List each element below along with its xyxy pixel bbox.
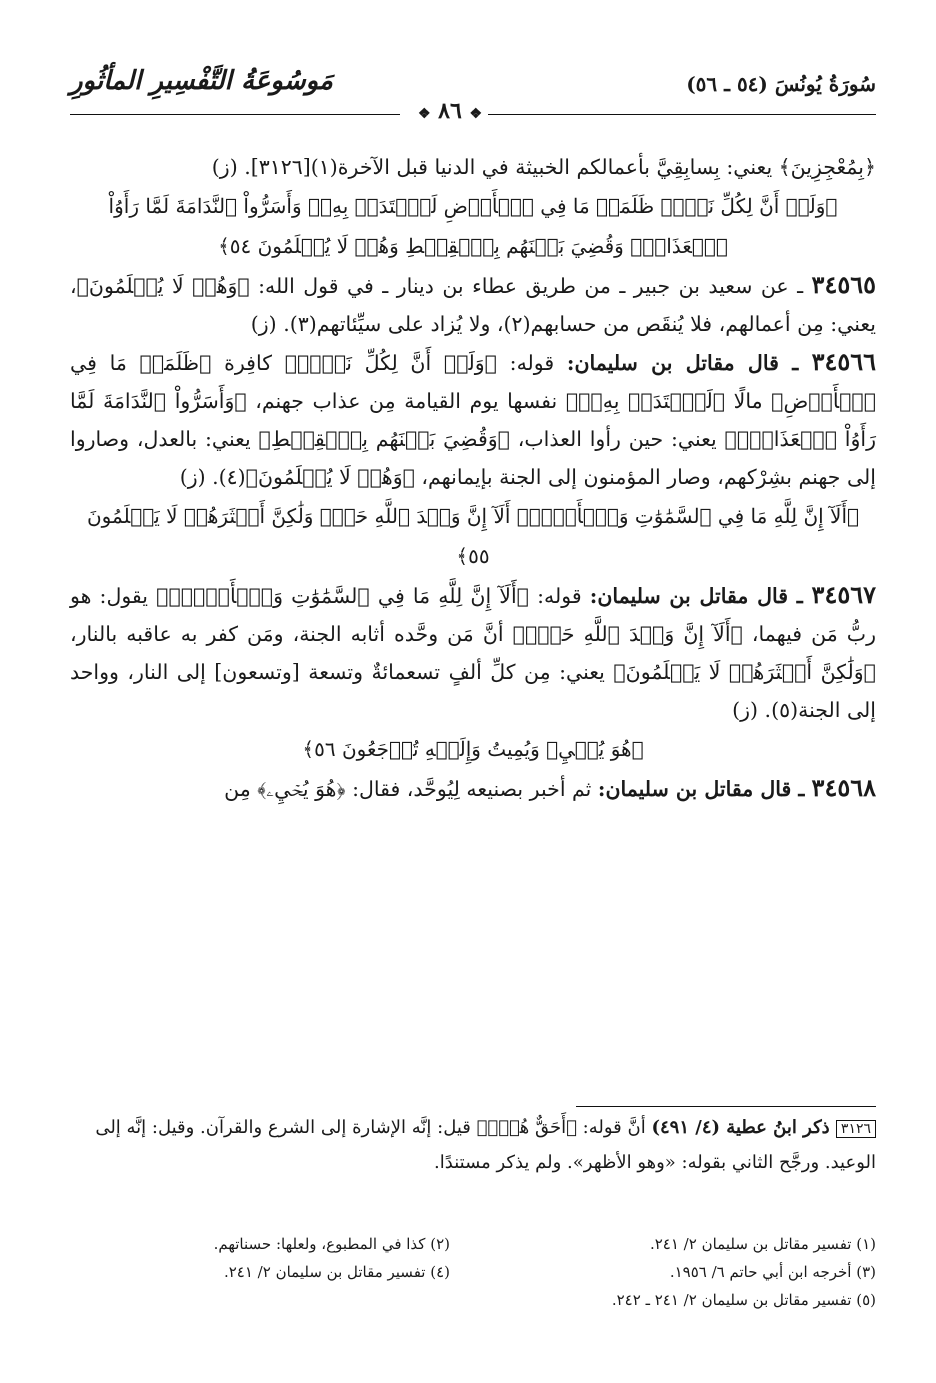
page-number-block xyxy=(415,98,485,124)
narrator-name: ـ قال مقاتل بن سليمان: xyxy=(566,351,812,375)
intro-paragraph: ﴿بِمُعْجِزِينَ﴾ يعني: بِسابِقِيَّ بأعمالكم الخبيثة في الدنيا قبل الآخرة(١)[٣١٢٦]. (ز) xyxy=(211,155,876,179)
book-title: مَوسُوعَةُ التَّفْسِيرِ المأثُورِ xyxy=(70,66,333,96)
narration-text: قوله: ﴿وَلَوۡ أَنَّ لِكُلِّ نَفۡسٖ﴾ كافِرة ﴿ظَلَمَتۡ مَا فِي ٱلۡأَرۡضِ﴾ مالًا ﴿لَٱفۡتَدَتۡ بِهِۦۗ﴾ نفسها يوم القيامة مِن عذاب جهنم، ﴿وَأَسَرُّواْ ٱلنَّدَامَةَ لَمَّا رَأَوُاْ ٱلۡعَذَابَۖ﴾ يعني: حين رأوا العذاب، ﴿وَقُضِيَ بَيۡنَهُم بِٱلۡقِسۡطِ﴾ يعني: بالعدل، وصاروا إلى جهنم بشِرْكهم، وصار المؤمنون إلى الجنة بإيمانهم، ﴿وَهُمۡ لَا يُظۡلَمُونَ﴾(٤). (ز) xyxy=(70,351,876,489)
narration-number: ٣٤٥٦٥ xyxy=(811,270,876,299)
header-rule xyxy=(70,98,876,124)
page xyxy=(70,58,877,1309)
rule-right xyxy=(488,114,876,115)
note-number-box: ٣١٢٦ xyxy=(836,1120,876,1138)
note-separator xyxy=(576,1106,876,1107)
narration-34566 xyxy=(70,343,876,496)
note-text: أنَّ قوله: ﴿أَحَقٌّ هُوَۖ﴾ قيل: إنَّه الإشارة إلى الشرع والقرآن. وقيل: إنَّه إلى الوعيد. ورجَّح الثاني بقوله: «وهو الأظهر». ولم يذكر مستندًا. xyxy=(95,1117,876,1173)
narration-text: ـ عن سعيد بن جبير ـ من طريق عطاء بن دينار ـ في قول الله: ﴿وَهُمۡ لَا يُظۡلَمُونَ﴾، يعني: مِن أعمالهم، فلا يُنقَص من حسابهم(٢)، ولا يُزاد على سيِّئاتهم(٣). (ز) xyxy=(70,274,876,336)
running-header xyxy=(70,58,876,124)
footnotes-right-column xyxy=(496,1230,876,1314)
footnote-4: (٤) تفسير مقاتل بن سليمان ٢/ ٢٤١. xyxy=(223,1263,450,1281)
narration-34568 xyxy=(70,769,876,808)
narrator-name: ـ قال مقاتل بن سليمان: xyxy=(589,584,812,608)
narration-number: ٣٤٥٦٦ xyxy=(811,347,877,376)
narration-34567 xyxy=(70,576,876,729)
footnote-5: (٥) تفسير مقاتل بن سليمان ٢/ ٢٤١ ـ ٢٤٢. xyxy=(611,1291,876,1309)
narrator-name: ـ قال مقاتل بن سليمان: xyxy=(597,777,812,801)
ornament-icon: ❖ xyxy=(469,106,483,122)
narration-number: ٣٤٥٦٨ xyxy=(811,773,876,802)
footnote-2: (٢) كذا في المطبوع، ولعلها: حسناتهم. xyxy=(213,1235,450,1253)
main-text xyxy=(70,148,876,808)
surah-title: سُورَةُ يُونُسَ (٥٤ ـ ٥٦) xyxy=(686,72,876,96)
rule-left xyxy=(70,114,400,115)
note-paragraph xyxy=(70,1111,876,1179)
commentary-note xyxy=(70,1106,876,1179)
note-author: ذكر ابنُ عطية (٤/ ٤٩١) xyxy=(651,1117,836,1138)
verse-55: ﴿أَلَآ إِنَّ لِلَّهِ مَا فِي ٱلسَّمَٰوَٰتِ وَٱلۡأَرۡضِۗ أَلَآ إِنَّ وَعۡدَ ٱللَّهِ حَقّٞ وَلَٰكِنَّ أَكۡثَرَهُمۡ لَا يَعۡلَمُونَ ٥٥﴾ xyxy=(86,504,860,568)
verse-54: ﴿وَلَوۡ أَنَّ لِكُلِّ نَفۡسٖ ظَلَمَتۡ مَا فِي ٱلۡأَرۡضِ لَٱفۡتَدَتۡ بِهِۦۗ وَأَسَرُّواْ ٱلنَّدَامَةَ لَمَّا رَأَوُاْ ٱلۡعَذَابَۖ وَقُضِيَ بَيۡنَهُم بِٱلۡقِسۡطِ وَهُمۡ لَا يُظۡلَمُونَ ٥٤﴾ xyxy=(108,194,838,258)
footnote-3: (٣) أخرجه ابن أبي حاتم ٦/ ١٩٥٦. xyxy=(669,1263,876,1281)
narration-34565 xyxy=(70,266,876,343)
ornament-icon: ❖ xyxy=(417,106,431,122)
narration-text: قوله: ﴿أَلَآ إِنَّ لِلَّهِ مَا فِي ٱلسَّمَٰوَٰتِ وَٱلۡأَرۡضِۗ﴾ يقول: هو ربُّ مَن فيهما، ﴿أَلَآ إِنَّ وَعۡدَ ٱللَّهِ حَقّٞ﴾ أنَّ مَن وحَّده أثابه الجنة، ومَن كفر به عاقبه بالنار، ﴿وَلَٰكِنَّ أَكۡثَرَهُمۡ لَا يَعۡلَمُونَ﴾ يعني: مِن كلِّ ألفٍ تسعمائةٌ وتسعة [وتسعون] إلى النار، وواحد إلى الجنة(٥). (ز) xyxy=(70,584,876,722)
narration-number: ٣٤٥٦٧ xyxy=(811,580,876,609)
verse-56: ﴿هُوَ يُحۡيِۦ وَيُمِيتُ وَإِلَيۡهِ تُرۡجَعُونَ ٥٦﴾ xyxy=(302,737,644,761)
footnotes-left-column xyxy=(110,1230,450,1286)
page-number: ٨٦ xyxy=(438,98,462,124)
narration-text: ثم أخبر بصنيعه لِيُوحَّد، فقال: ﴿هُوَ يُحۡيِۦ﴾ مِن xyxy=(224,777,598,801)
footnote-1: (١) تفسير مقاتل بن سليمان ٢/ ٢٤١. xyxy=(649,1235,876,1253)
